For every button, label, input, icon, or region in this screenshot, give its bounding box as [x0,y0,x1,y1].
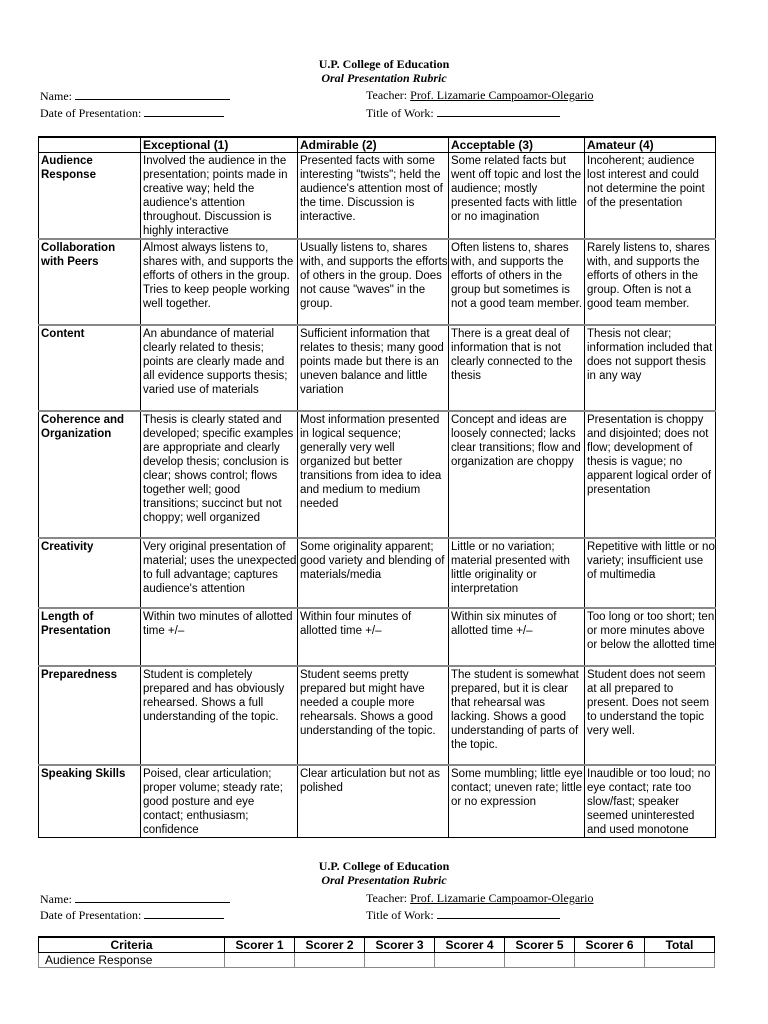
name-line[interactable] [75,88,230,100]
rubric-cell: Little or no variation; material presented with little originality or interpretation [449,538,585,608]
rubric-cell: Very original presentation of material; uses the unexpected to full advantage; captures audience's attention [141,538,298,608]
date-field-2[interactable] [40,907,224,922]
rubric-cell: Often listens to, shares with, and supports the efforts of others in the group but sometimes is not a good team member. [449,239,585,325]
score-cell[interactable] [365,953,435,968]
rubric-cell: There is a great deal of information that is not clearly connected to the thesis [449,325,585,411]
rubric-cell: Within two minutes of allotted time +/– [141,608,298,666]
teacher-label-2: Teacher: [366,891,408,905]
rubric-cell: Thesis is clearly stated and developed; specific examples are appropriate and clearly develop thesis; conclusion is clear; shows control; flows together well; good transitions; succinct but not choppy; well organized [141,411,298,538]
rubric-header-admirable: Admirable (2) [298,137,449,153]
date-label: Date of Presentation: [40,106,142,120]
scoring-header-scorer-4: Scorer 4 [435,937,505,953]
teacher-field-2 [366,891,594,905]
scoring-header-scorer-1: Scorer 1 [225,937,295,953]
rubric-cell: Thesis not clear; information included that does not support thesis in any way [585,325,716,411]
title-of-work-label-2: Title of Work: [366,908,434,922]
score-cell[interactable] [435,953,505,968]
scoring-header-scorer-3: Scorer 3 [365,937,435,953]
teacher-field [366,88,594,102]
rubric-cell: Student seems pretty prepared but might have needed a couple more rehearsals. Shows a good understanding of the topic. [298,666,449,765]
title-of-work-label: Title of Work: [366,106,434,120]
rubric-cell: Some related facts but went off topic and lost the audience; mostly presented facts with little or no imagination [449,153,585,240]
date-label-2: Date of Presentation: [40,908,142,922]
scoring-row-audience-response [39,953,715,968]
rubric-cell: Involved the audience in the presentation; points made in creative way; held the audience's attention throughout. Discussion is highly interactive [141,153,298,240]
scoring-header-scorer-2: Scorer 2 [295,937,365,953]
rubric-row-creativity [39,538,716,608]
scoring-header-scorer-5: Scorer 5 [505,937,575,953]
criterion-label: Preparedness [39,666,141,765]
rubric-cell: Presentation is choppy and disjointed; does not flow; development of thesis is vague; no apparent logical order of presentation [585,411,716,538]
score-cell[interactable] [295,953,365,968]
score-cell[interactable] [575,953,645,968]
rubric-cell: Too long or too short; ten or more minutes above or below the allotted time [585,608,716,666]
rubric-row-preparedness [39,666,716,765]
teacher-name: Prof. Lizamarie Campoamor-Olegario [410,88,594,102]
rubric-row-collaboration [39,239,716,325]
rubric-cell: Rarely listens to, shares with, and supports the efforts of others in the group. Often is not a good team member. [585,239,716,325]
name-field[interactable] [40,88,230,103]
title-of-work-line[interactable] [437,105,560,117]
rubric-row-speaking-skills [39,765,716,838]
criterion-label: Speaking Skills [39,765,141,838]
rubric-cell: Student does not seem at all prepared to present. Does not seem to understand the topic very well. [585,666,716,765]
scoring-table [38,936,715,968]
rubric-cell: Incoherent; audience lost interest and could not determine the point of the presentation [585,153,716,240]
rubric-cell: Inaudible or too loud; no eye contact; rate too slow/fast; speaker seemed uninterested and used monotone [585,765,716,838]
rubric-cell: Some originality apparent; good variety and blending of materials/media [298,538,449,608]
rubric-cell: Repetitive with little or no variety; insufficient use of multimedia [585,538,716,608]
rubric-cell: Student is completely prepared and has obviously rehearsed. Shows a full understanding of the topic. [141,666,298,765]
rubric-cell: An abundance of material clearly related to thesis; points are clearly made and all evidence supports thesis; varied use of materials [141,325,298,411]
name-label-2: Name: [40,892,72,906]
scoring-header-criteria: Criteria [39,937,225,953]
rubric-cell: Poised, clear articulation; proper volume; steady rate; good posture and eye contact; enthusiasm; confidence [141,765,298,838]
rubric-cell: Clear articulation but not as polished [298,765,449,838]
rubric-row-content [39,325,716,411]
name-line-2[interactable] [75,891,230,903]
rubric-table [38,136,716,838]
title-of-work-field[interactable] [366,105,560,120]
scoring-header-total: Total [645,937,715,953]
rubric-row-audience-response [39,153,716,240]
criterion-label: Content [39,325,141,411]
criterion-label: Length of Presentation [39,608,141,666]
rubric-row-length [39,608,716,666]
date-field[interactable] [40,105,224,120]
rubric-subtitle-2: Oral Presentation Rubric [321,873,447,887]
college-title-2: U.P. College of Education [318,859,450,873]
rubric-header-amateur: Amateur (4) [585,137,716,153]
rubric-row-coherence [39,411,716,538]
title-of-work-field-2[interactable] [366,907,560,922]
date-line[interactable] [144,105,224,117]
college-title: U.P. College of Education [318,57,450,71]
rubric-cell: The student is somewhat prepared, but it is clear that rehearsal was lacking. Shows a good understanding of parts of the topic. [449,666,585,765]
rubric-cell: Almost always listens to, shares with, and supports the efforts of others in the group. Tries to keep people working well together. [141,239,298,325]
rubric-cell: Usually listens to, shares with, and supports the efforts of others in the group. Does not cause "waves" in the group. [298,239,449,325]
scoring-header-row [39,937,715,953]
score-cell[interactable] [225,953,295,968]
scoring-criterion: Audience Response [39,953,225,968]
teacher-label: Teacher: [366,88,408,102]
rubric-cell: Within four minutes of allotted time +/– [298,608,449,666]
total-cell[interactable] [645,953,715,968]
score-cell[interactable] [505,953,575,968]
criterion-label: Creativity [39,538,141,608]
criterion-label: Coherence and Organization [39,411,141,538]
rubric-header-exceptional: Exceptional (1) [141,137,298,153]
rubric-cell: Most information presented in logical sequence; generally very well organized but better transitions from idea to idea and medium to medium needed [298,411,449,538]
rubric-cell: Presented facts with some interesting "twists"; held the audience's attention most of the time. Discussion is interactive. [298,153,449,240]
scoring-header-scorer-6: Scorer 6 [575,937,645,953]
rubric-cell: Sufficient information that relates to thesis; many good points made but there is an uneven balance and little variation [298,325,449,411]
rubric-cell: Some mumbling; little eye contact; uneven rate; little or no expression [449,765,585,838]
rubric-cell: Within six minutes of allotted time +/– [449,608,585,666]
date-line-2[interactable] [144,907,224,919]
criterion-label: Audience Response [39,153,141,240]
rubric-subtitle: Oral Presentation Rubric [321,71,447,85]
rubric-cell: Concept and ideas are loosely connected; lacks clear transitions; flow and organization are choppy [449,411,585,538]
rubric-header-blank [39,137,141,153]
rubric-header-row [39,137,716,153]
rubric-header-acceptable: Acceptable (3) [449,137,585,153]
criterion-label: Collaboration with Peers [39,239,141,325]
name-label: Name: [40,89,72,103]
teacher-name-2: Prof. Lizamarie Campoamor-Olegario [410,891,594,905]
name-field-2[interactable] [40,891,230,906]
title-of-work-line-2[interactable] [437,907,560,919]
